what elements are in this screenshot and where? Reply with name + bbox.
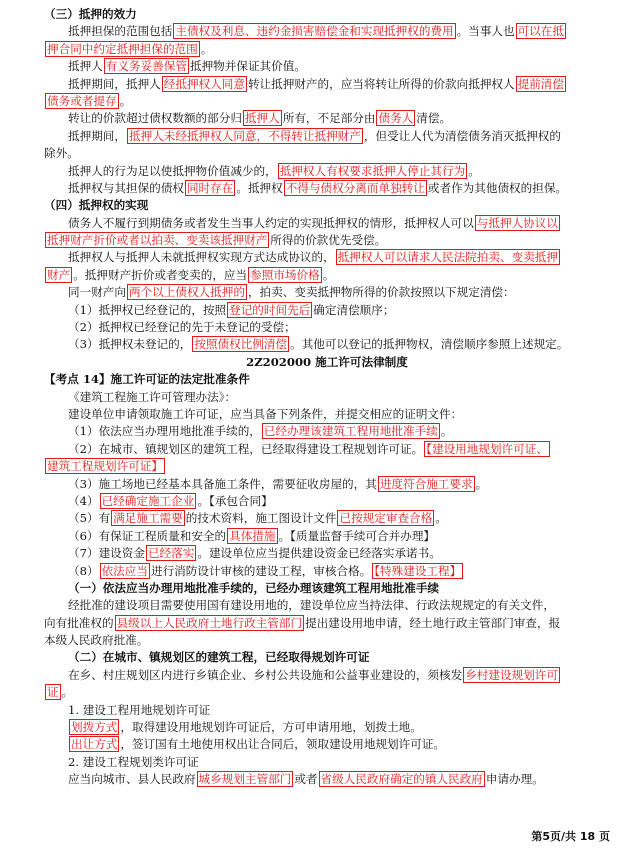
text: 抵押期间， <box>68 128 126 143</box>
list-item <box>44 510 610 527</box>
text: 申请办理。 <box>485 772 544 787</box>
list-item <box>44 563 610 580</box>
highlight: 债务人 <box>378 111 414 126</box>
paragraph-cont <box>44 458 610 475</box>
highlight: 与抵押人协议以 <box>476 215 558 230</box>
text: （7）建设资金 <box>68 546 145 561</box>
paragraph <box>44 736 610 753</box>
text: 。 <box>440 424 453 439</box>
text: 抵押期间，抵押人 <box>68 76 161 91</box>
highlight: 两个以上债权人抵押的 <box>128 285 245 300</box>
highlight: 主债权及利息、违约金损害赔偿金和实现抵押权的费用 <box>175 24 454 39</box>
section-title: （一）依法应当办理用地批准手续的，已经办理该建筑工程用地批准手续 <box>68 580 440 595</box>
paragraph-cont: 除外。 <box>44 146 79 161</box>
text: （6）有保证工程质量和安全的 <box>68 528 227 543</box>
paragraph <box>44 128 610 145</box>
text: （2）在城市、镇规划区的建筑工程，已经取得建设工程规划许可证。 <box>68 441 424 456</box>
section-title: （四）抵押权的实现 <box>44 198 149 213</box>
highlight: 抵押财产折价或者以拍卖、变卖该抵押财产 <box>47 233 268 248</box>
highlight: 城乡规划主管部门 <box>198 772 292 787</box>
text: 同一财产向 <box>68 285 126 300</box>
paragraph-cont <box>44 267 610 284</box>
highlight: 参照市场价格 <box>250 267 320 282</box>
text: 。抵押权 <box>236 180 283 195</box>
list-item <box>44 528 610 545</box>
highlight: 进度符合施工要求 <box>379 476 473 491</box>
highlight: 抵押权人有权要求抵押人停止其行为 <box>279 163 466 178</box>
text: 。其他可以登记的抵押物权，清偿顺序参照上述规定。 <box>290 337 569 352</box>
paragraph <box>44 771 610 788</box>
paragraph: 建设单位申请领取施工许可证，应当具备下列条件，并提交相应的证明文件： <box>68 406 463 421</box>
text: 抵押权人与抵押人未就抵押权实现方式达成协议的， <box>68 250 335 265</box>
highlight: 划拨方式 <box>71 720 118 735</box>
highlight: 省级人民政府确定的镇人民政府 <box>320 772 483 787</box>
paragraph-cont <box>44 615 610 632</box>
text: 。建设单位应当提供建设资金已经落实承诺书。 <box>197 546 441 561</box>
highlight: 财产 <box>47 267 71 282</box>
text: 债务人不履行到期债务或者发生当事人约定的实现抵押权的情形，抵押权人可以 <box>68 215 474 230</box>
highlight: 经抵押权人同意 <box>163 76 245 91</box>
text: 转让抵押财产的，应当将转让所得的价款向抵押权人 <box>247 76 515 91</box>
text: 或者作为其他债权的担保。 <box>427 180 568 195</box>
paragraph <box>44 180 610 197</box>
highlight: 县级以上人民政府土地行政主管部门 <box>116 615 303 630</box>
highlight: 有义务妥善保管 <box>105 59 187 74</box>
text: 清偿。 <box>416 111 452 126</box>
paragraph: 《建筑工程施工许可管理办法》： <box>68 389 237 404</box>
text: 。 <box>475 476 488 491</box>
paragraph-cont <box>44 232 610 249</box>
text: 。【质量监督手续可合并办理】 <box>278 528 436 543</box>
topic-title: 【考点 14】施工许可证的法定批准条件 <box>44 372 250 387</box>
text: （5）有 <box>68 511 111 526</box>
highlight: 抵押权人可以请求人民法院拍卖、变卖抵押 <box>337 250 558 265</box>
highlight: 已经落实 <box>147 546 195 561</box>
highlight: 已经办理该建筑工程用地批准手续 <box>263 424 438 439</box>
text: 确定清偿顺序； <box>313 302 395 317</box>
highlight: 建筑工程规划许可证】 <box>47 459 163 474</box>
text: 的技术资料，施工图设计文件 <box>185 511 337 526</box>
highlight: 债务或者提存 <box>47 93 117 108</box>
chapter-heading: 2Z202000 施工许可法律制度 <box>246 354 408 369</box>
text: 。当事人也 <box>456 24 515 39</box>
paragraph: 经批准的建设项目需要使用国有建设用地的，建设单位应当持法律、行政法规规定的有关文件， <box>68 598 555 613</box>
text: （8） <box>68 563 99 578</box>
paragraph-cont <box>44 684 610 701</box>
highlight: 已按规定审查合格 <box>339 511 433 526</box>
text: 转让的价款超过债权数额的部分归 <box>68 111 242 126</box>
text: ，签订国有土地使用权出让合同后，领取建设用地规划许可证。 <box>120 737 446 752</box>
paragraph <box>44 23 610 40</box>
text: 抵押担保的范围包括 <box>68 24 173 39</box>
highlight: 同时存在 <box>186 180 234 195</box>
paragraph-cont <box>44 41 610 58</box>
highlight: 满足施工需要 <box>113 511 183 526</box>
text: 提出建设用地申请，经土地行政主管部门审查，报 <box>305 615 561 630</box>
text: 。 <box>200 41 213 56</box>
text: （3）施工场地已经基本具备施工条件，需要征收房屋的，其 <box>68 476 377 491</box>
section-title: （二）在城市、镇规划区的建筑工程，已经取得规划许可证 <box>68 650 370 665</box>
text: 。 <box>61 685 74 700</box>
text: （4） <box>68 493 99 508</box>
text: ，但受让人代为清偿债务消灭抵押权的 <box>363 128 561 143</box>
highlight: 乡村建设规划许可 <box>465 667 558 682</box>
paragraph-cont: 本级人民政府批准。 <box>44 633 149 648</box>
highlight: 按照债权比例清偿 <box>194 337 288 352</box>
text: （1）抵押权已经登记的，按照 <box>68 302 227 317</box>
paragraph-cont <box>44 93 610 110</box>
text: （3）抵押权未登记的， <box>68 337 192 352</box>
paragraph <box>44 58 610 75</box>
text: 或者 <box>294 772 318 787</box>
text: 在乡、村庄规划区内进行乡镇企业、乡村公共设施和公益事业建设的，须核发 <box>68 667 463 682</box>
list-item <box>44 545 610 562</box>
text: 向有批准权的 <box>44 615 114 630</box>
highlight: 押合同中约定抵押担保的范围 <box>47 41 198 56</box>
text: 抵押物并保证其价值。 <box>189 59 306 74</box>
list-item: （2）抵押权已经登记的先于未登记的受偿； <box>68 320 296 335</box>
text: 。抵押财产折价或者变卖的，应当 <box>73 267 248 282</box>
highlight: 登记的时间先后 <box>229 302 311 317</box>
highlight: 抵押人未经抵押权人同意，不得转让抵押财产 <box>128 128 361 143</box>
paragraph <box>44 719 610 736</box>
paragraph <box>44 76 610 93</box>
list-item <box>44 423 610 440</box>
highlight: 出让方式 <box>71 737 118 752</box>
highlight: 可以在抵 <box>517 24 564 39</box>
list-item <box>44 336 610 353</box>
text: 所得的价款优先受偿。 <box>270 233 387 248</box>
paragraph <box>44 110 610 127</box>
list-item <box>44 493 610 510</box>
text: 。 <box>322 267 335 282</box>
subheading: 2. 建设工程规划类许可证 <box>68 754 199 769</box>
page-number: 第5页/共 18 页 <box>531 829 610 843</box>
text: 。 <box>435 511 447 526</box>
list-item <box>44 302 610 319</box>
text: 抵押人的行为足以使抵押物价值减少的， <box>68 163 277 178</box>
highlight: 抵押人 <box>244 111 280 126</box>
highlight: 证 <box>47 685 59 700</box>
text: 抵押权与其担保的债权 <box>68 180 184 195</box>
text: 进行消防设计审核的建设工程，审核合格。 <box>150 563 372 578</box>
text: 抵押人 <box>68 59 103 74</box>
list-item <box>44 441 610 458</box>
highlight: 已经确定施工企业 <box>101 493 195 508</box>
section-title: （三）抵押的效力 <box>44 7 137 21</box>
paragraph <box>44 249 610 266</box>
list-item <box>44 476 610 493</box>
text: 。【承包合同】 <box>197 493 273 508</box>
highlight: 不得与债权分离而单独转让 <box>285 180 425 195</box>
text: 应当向城市、县人民政府 <box>68 772 196 787</box>
paragraph <box>44 215 610 232</box>
text: （1）依法应当办理用地批准手续的， <box>68 424 261 439</box>
highlight: 【建设用地规划许可证、 <box>426 441 548 456</box>
text: 所有，不足部分由 <box>282 111 376 126</box>
text: 。 <box>119 93 132 108</box>
text: ，拍卖、变卖抵押物所得的价款按照以下规定清偿： <box>247 285 515 300</box>
text: ，取得建设用地规划许可证后，方可申请用地，划拨土地。 <box>120 720 422 735</box>
text: 。 <box>468 163 480 178</box>
highlight: 具体措施 <box>229 528 276 543</box>
paragraph <box>44 284 610 301</box>
highlight: 【特殊建设工程】 <box>374 563 462 578</box>
paragraph <box>44 667 610 684</box>
paragraph <box>44 163 610 180</box>
highlight: 依法应当 <box>101 563 148 578</box>
subheading: 1. 建设工程用地规划许可证 <box>68 702 211 717</box>
highlight: 提前清偿 <box>517 76 564 91</box>
